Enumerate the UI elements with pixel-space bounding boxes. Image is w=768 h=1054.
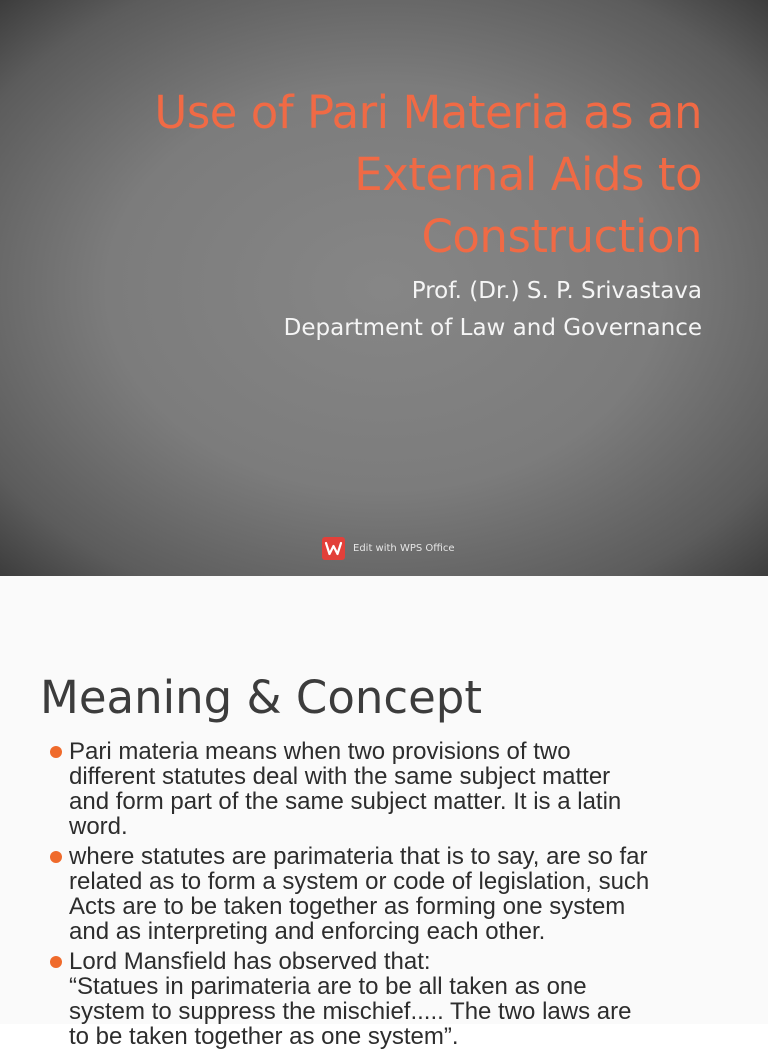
bullet-line: to be taken together as one system”.	[69, 1023, 459, 1050]
slide-meaning-concept	[0, 576, 768, 1050]
bullet-line: “Statues in parimateria are to be all taken as one	[69, 973, 587, 1000]
bullet-dot-icon	[50, 956, 62, 968]
edit-with-wps-button[interactable]	[322, 536, 455, 560]
bullet-item	[50, 949, 740, 1049]
department-name: Department of Law and Governance	[283, 315, 702, 341]
bullet-line: and form part of the same subject matter. It is a latin	[69, 788, 622, 815]
bullet-line: Lord Mansfield has observed that:	[69, 948, 431, 975]
bullet-line: system to suppress the mischief..... The two laws are	[69, 998, 632, 1025]
presentation-title	[62, 82, 702, 268]
bullet-line: Pari materia means when two provisions of two	[69, 738, 571, 765]
wps-office-logo-icon	[322, 537, 345, 560]
bullet-dot-icon	[50, 851, 62, 863]
bullet-line: word.	[69, 813, 128, 840]
slide-heading: Meaning & Concept	[40, 671, 483, 724]
bullet-line: where statutes are parimateria that is to say, are so far	[69, 843, 648, 870]
bullet-list	[50, 739, 740, 1054]
author-name: Prof. (Dr.) S. P. Srivastava	[411, 278, 702, 304]
bullet-item	[50, 844, 740, 944]
bullet-line: Acts are to be taken together as forming one system	[69, 893, 626, 920]
title-line: External Aids to	[354, 148, 702, 201]
title-line: Use of Pari Materia as an	[154, 86, 702, 139]
bullet-line: different statutes deal with the same subject matter	[69, 763, 611, 790]
title-line: Construction	[421, 210, 702, 263]
bullet-line: related as to form a system or code of legislation, such	[69, 868, 650, 895]
wps-badge-label: Edit with WPS Office	[353, 542, 455, 554]
bullet-item	[50, 739, 740, 839]
bullet-dot-icon	[50, 746, 62, 758]
bullet-line: and as interpreting and enforcing each other.	[69, 918, 546, 945]
